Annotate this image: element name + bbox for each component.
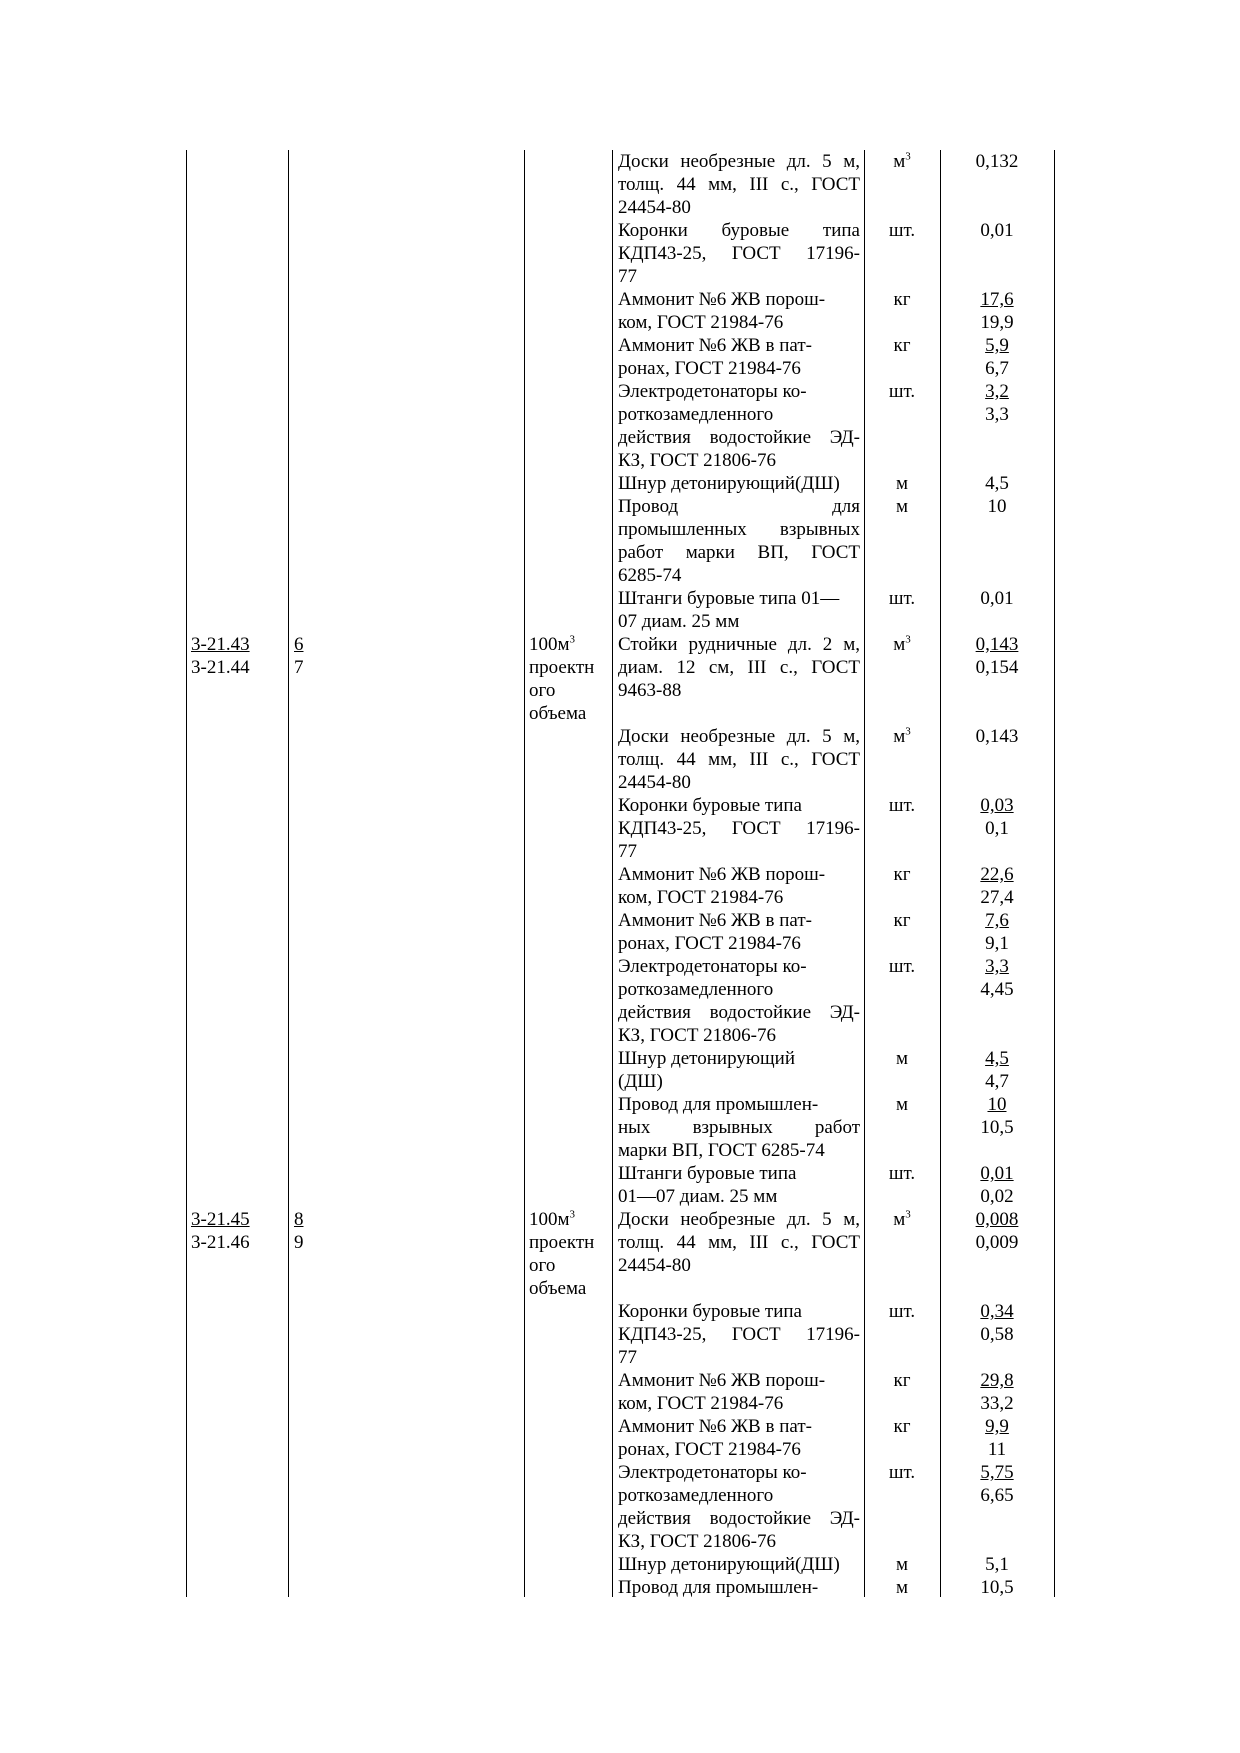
- resource-value: [942, 1162, 1052, 1185]
- item-code: 3-21.46: [191, 1232, 250, 1253]
- table-line: [186, 978, 1055, 1001]
- resource-name: КЗ, ГОСТ 21806-76: [618, 1531, 777, 1552]
- resource-value: [942, 1231, 1052, 1254]
- resource-unit: шт.: [888, 1163, 916, 1184]
- item-number: 6: [294, 634, 304, 655]
- resource-name: КДП43-25, ГОСТ 17196-: [618, 1324, 860, 1345]
- resource-value: [942, 219, 1052, 242]
- resource-value: [942, 403, 1052, 426]
- resource-value: [942, 656, 1052, 679]
- value-text: 10,5: [980, 1117, 1014, 1138]
- resource-value: [942, 334, 1052, 357]
- superscript: 3: [569, 1208, 576, 1221]
- value-text: 4,5: [985, 473, 1009, 494]
- value-text: 0,154: [975, 657, 1019, 678]
- resource-unit: шт.: [888, 220, 916, 241]
- resource-value: [942, 955, 1052, 978]
- value-text: 0,132: [975, 151, 1019, 172]
- value-text: 33,2: [980, 1393, 1014, 1414]
- table-line: [186, 1047, 1055, 1070]
- resource-unit: шт.: [888, 588, 916, 609]
- resource-unit: $м^3$: [893, 150, 911, 172]
- value-text: 4,45: [980, 979, 1014, 1000]
- value-text: 5,75: [980, 1462, 1014, 1483]
- value-text: 5,1: [985, 1554, 1009, 1575]
- measure-unit: объема: [529, 1278, 587, 1299]
- resource-name: Шнур детонирующий: [618, 1048, 795, 1069]
- table-line: [186, 150, 1055, 173]
- superscript: 3: [905, 150, 911, 163]
- value-text: 10: [987, 496, 1007, 517]
- table-line: [186, 495, 1055, 518]
- resource-value: [942, 1300, 1052, 1323]
- resource-name: Аммонит №6 ЖВ порош-: [618, 289, 826, 310]
- value-text: 0,01: [980, 588, 1014, 609]
- value-text: 6,65: [980, 1485, 1014, 1506]
- value-text: 0,58: [980, 1324, 1014, 1345]
- resource-name: Электродетонаторы ко-: [618, 381, 807, 402]
- resource-value: [942, 1576, 1052, 1599]
- resource-name: Электродетонаторы ко-: [618, 956, 807, 977]
- resource-name: Штанги буровые типа: [618, 1163, 797, 1184]
- resource-value: [942, 817, 1052, 840]
- table-line: [186, 1300, 1055, 1323]
- resource-name: 24454-80: [618, 772, 691, 793]
- value-text: 9,1: [985, 933, 1009, 954]
- resource-name: роткозамедленного: [618, 404, 774, 425]
- table-line: [186, 1507, 1055, 1530]
- value-text: 0,02: [980, 1186, 1014, 1207]
- resource-value: [942, 886, 1052, 909]
- resource-name: Аммонит №6 ЖВ в пат-: [618, 335, 812, 356]
- table-line: [186, 817, 1055, 840]
- resource-name: Аммонит №6 ЖВ в пат-: [618, 910, 812, 931]
- table-line: [186, 518, 1055, 541]
- table-line: [186, 1139, 1055, 1162]
- table-line: [186, 1438, 1055, 1461]
- value-text: 0,009: [975, 1232, 1019, 1253]
- item-number: 9: [294, 1232, 304, 1253]
- table-line: [186, 426, 1055, 449]
- superscript: 3: [905, 725, 911, 738]
- table-line: [186, 1093, 1055, 1116]
- item-code: 3-21.45: [191, 1209, 250, 1230]
- resource-value: [942, 1070, 1052, 1093]
- resource-value: [942, 863, 1052, 886]
- resource-name: Стойки рудничные дл. 2 м,: [618, 634, 860, 655]
- value-text: 10: [987, 1094, 1007, 1115]
- table-line: [186, 587, 1055, 610]
- resource-name: Провод для: [618, 496, 860, 517]
- table-line: [186, 1346, 1055, 1369]
- table-line: [186, 265, 1055, 288]
- resource-name: 07 диам. 25 мм: [618, 611, 740, 632]
- table-line: [186, 656, 1055, 679]
- table-line: [186, 357, 1055, 380]
- value-text: 22,6: [980, 864, 1014, 885]
- resource-name: КДП43-25, ГОСТ 17196-: [618, 243, 860, 264]
- table-line: [186, 679, 1055, 702]
- resource-name: роткозамедленного: [618, 979, 774, 1000]
- table-line: [186, 863, 1055, 886]
- resource-name: ком, ГОСТ 21984-76: [618, 1393, 784, 1414]
- item-code: 3-21.43: [191, 634, 250, 655]
- measure-unit: проектн: [529, 1232, 595, 1253]
- resource-unit: м: [895, 1094, 909, 1115]
- resource-value: [942, 1047, 1052, 1070]
- resource-name: Шнур детонирующий(ДШ): [618, 1554, 840, 1575]
- resource-unit: кг: [893, 289, 911, 310]
- measure-unit: $100м^3$: [529, 1208, 576, 1230]
- resource-value: [942, 1208, 1052, 1231]
- resource-value: [942, 932, 1052, 955]
- measure-unit: ого: [529, 1255, 556, 1276]
- table-line: [186, 403, 1055, 426]
- value-text: 6,7: [985, 358, 1009, 379]
- table-line: [186, 1415, 1055, 1438]
- table-line: [186, 1116, 1055, 1139]
- resource-value: [942, 1415, 1052, 1438]
- table-line: [186, 955, 1055, 978]
- measure-unit: проектн: [529, 657, 595, 678]
- resource-value: [942, 1323, 1052, 1346]
- table-line: [186, 1024, 1055, 1047]
- table-line: [186, 1369, 1055, 1392]
- resource-name: 24454-80: [618, 1255, 691, 1276]
- resource-name: работ марки ВП, ГОСТ: [618, 542, 860, 563]
- value-text: 3,3: [985, 956, 1009, 977]
- resource-value: [942, 357, 1052, 380]
- resource-value: [942, 1185, 1052, 1208]
- table-line: [186, 564, 1055, 587]
- resource-name: Провод для промышлен-: [618, 1094, 819, 1115]
- table-line: [186, 380, 1055, 403]
- resource-unit: шт.: [888, 795, 916, 816]
- value-text: 19,9: [980, 312, 1014, 333]
- table-line: [186, 932, 1055, 955]
- table-line: [186, 288, 1055, 311]
- resource-name: действия водостойкие ЭД-: [618, 427, 860, 448]
- resource-name: Коронки буровые типа: [618, 795, 802, 816]
- value-text: 0,01: [980, 220, 1014, 241]
- superscript: 3: [905, 1208, 911, 1221]
- resource-name: марки ВП, ГОСТ 6285-74: [618, 1140, 825, 1161]
- resource-name: ронах, ГОСТ 21984-76: [618, 1439, 801, 1460]
- resource-unit: м: [895, 496, 909, 517]
- table-line: [186, 242, 1055, 265]
- resource-value: [942, 495, 1052, 518]
- table-line: [186, 633, 1055, 656]
- resource-name: Аммонит №6 ЖВ порош-: [618, 1370, 826, 1391]
- resource-name: 77: [618, 841, 637, 862]
- resource-value: [942, 633, 1052, 656]
- table-line: [186, 1185, 1055, 1208]
- table-line: [186, 1323, 1055, 1346]
- resource-name: толщ. 44 мм, III с., ГОСТ: [618, 1232, 860, 1253]
- value-text: 0,34: [980, 1301, 1014, 1322]
- resource-unit: $м^3$: [893, 633, 911, 655]
- resource-value: [942, 1392, 1052, 1415]
- value-text: 27,4: [980, 887, 1014, 908]
- item-number: 7: [294, 657, 304, 678]
- resource-unit: кг: [893, 864, 911, 885]
- resource-name: 24454-80: [618, 197, 691, 218]
- resource-name: 77: [618, 1347, 637, 1368]
- table-line: [186, 1001, 1055, 1024]
- resource-value: [942, 380, 1052, 403]
- value-text: 4,7: [985, 1071, 1009, 1092]
- table-line: [186, 472, 1055, 495]
- resource-unit: м: [895, 473, 909, 494]
- table-line: [186, 1576, 1055, 1599]
- resource-name: толщ. 44 мм, III с., ГОСТ: [618, 174, 860, 195]
- resource-value: [942, 978, 1052, 1001]
- resource-name: 9463-88: [618, 680, 682, 701]
- resource-value: [942, 1093, 1052, 1116]
- value-text: 7,6: [985, 910, 1009, 931]
- table-line: [186, 1484, 1055, 1507]
- resource-name: ных взрывных работ: [618, 1117, 860, 1138]
- value-text: 0,008: [975, 1209, 1019, 1230]
- measure-unit: объема: [529, 703, 587, 724]
- table-line: [186, 196, 1055, 219]
- resource-value: [942, 1438, 1052, 1461]
- resource-name: Коронки буровые типа: [618, 1301, 802, 1322]
- table-line: [186, 702, 1055, 725]
- resource-value: [942, 587, 1052, 610]
- superscript: 3: [905, 633, 911, 646]
- resource-value: [942, 794, 1052, 817]
- resource-name: Доски необрезные дл. 5 м,: [618, 1209, 860, 1230]
- value-text: 3,2: [985, 381, 1009, 402]
- item-number: 8: [294, 1209, 304, 1230]
- table-line: [186, 1208, 1055, 1231]
- resource-value: [942, 1553, 1052, 1576]
- resource-value: [942, 288, 1052, 311]
- value-text: 0,03: [980, 795, 1014, 816]
- resource-name: Доски необрезные дл. 5 м,: [618, 726, 860, 747]
- resource-unit: $м^3$: [893, 725, 911, 747]
- resource-name: диам. 12 см, III с., ГОСТ: [618, 657, 860, 678]
- value-text: 3,3: [985, 404, 1009, 425]
- resource-unit: м: [895, 1577, 909, 1598]
- resource-name: ком, ГОСТ 21984-76: [618, 887, 784, 908]
- value-text: 9,9: [985, 1416, 1009, 1437]
- table-line: [186, 909, 1055, 932]
- value-text: 11: [987, 1439, 1007, 1460]
- table-line: [186, 1461, 1055, 1484]
- resource-name: КЗ, ГОСТ 21806-76: [618, 1025, 777, 1046]
- resource-name: ком, ГОСТ 21984-76: [618, 312, 784, 333]
- resource-unit: кг: [893, 910, 911, 931]
- table-line: [186, 748, 1055, 771]
- resource-name: Штанги буровые типа 01—: [618, 588, 840, 609]
- resource-unit: кг: [893, 1416, 911, 1437]
- resource-unit: м: [895, 1048, 909, 1069]
- table-line: [186, 541, 1055, 564]
- measure-unit: ого: [529, 680, 556, 701]
- resource-unit: кг: [893, 335, 911, 356]
- resource-value: [942, 1369, 1052, 1392]
- resource-name: Доски необрезные дл. 5 м,: [618, 151, 860, 172]
- table-line: [186, 794, 1055, 817]
- resource-name: Шнур детонирующий(ДШ): [618, 473, 840, 494]
- resource-name: действия водостойкие ЭД-: [618, 1508, 860, 1529]
- value-text: 0,143: [975, 634, 1019, 655]
- table-line: [186, 771, 1055, 794]
- resource-name: КДП43-25, ГОСТ 17196-: [618, 818, 860, 839]
- resource-value: [942, 472, 1052, 495]
- resource-name: действия водостойкие ЭД-: [618, 1002, 860, 1023]
- resource-name: КЗ, ГОСТ 21806-76: [618, 450, 777, 471]
- resource-value: [942, 725, 1052, 748]
- norms-table: [186, 150, 1055, 1597]
- resource-name: 6285-74: [618, 565, 682, 586]
- resource-name: ронах, ГОСТ 21984-76: [618, 358, 801, 379]
- table-line: [186, 886, 1055, 909]
- resource-name: (ДШ): [618, 1071, 663, 1092]
- resource-name: Коронки буровые типа: [618, 220, 860, 241]
- table-line: [186, 1553, 1055, 1576]
- resource-name: Электродетонаторы ко-: [618, 1462, 807, 1483]
- resource-unit: шт.: [888, 956, 916, 977]
- resource-value: [942, 1116, 1052, 1139]
- resource-unit: $м^3$: [893, 1208, 911, 1230]
- table-line: [186, 1231, 1055, 1254]
- table-line: [186, 840, 1055, 863]
- table-line: [186, 311, 1055, 334]
- table-line: [186, 725, 1055, 748]
- resource-value: [942, 1461, 1052, 1484]
- table-line: [186, 1277, 1055, 1300]
- table-line: [186, 1392, 1055, 1415]
- table-line: [186, 1070, 1055, 1093]
- resource-unit: шт.: [888, 1301, 916, 1322]
- resource-name: Аммонит №6 ЖВ в пат-: [618, 1416, 812, 1437]
- table-line: [186, 1254, 1055, 1277]
- resource-name: Аммонит №6 ЖВ порош-: [618, 864, 826, 885]
- resource-name: 77: [618, 266, 637, 287]
- table-line: [186, 610, 1055, 633]
- resource-name: ронах, ГОСТ 21984-76: [618, 933, 801, 954]
- table-line: [186, 173, 1055, 196]
- value-text: 4,5: [985, 1048, 1009, 1069]
- measure-unit: $100м^3$: [529, 633, 576, 655]
- value-text: 0,1: [985, 818, 1009, 839]
- value-text: 29,8: [980, 1370, 1014, 1391]
- resource-name: Провод для промышлен-: [618, 1577, 819, 1598]
- resource-unit: шт.: [888, 381, 916, 402]
- value-text: 10,5: [980, 1577, 1014, 1598]
- table-line: [186, 334, 1055, 357]
- value-text: 0,143: [975, 726, 1019, 747]
- resource-name: 01—07 диам. 25 мм: [618, 1186, 778, 1207]
- resource-name: толщ. 44 мм, III с., ГОСТ: [618, 749, 860, 770]
- item-code: 3-21.44: [191, 657, 250, 678]
- table-line: [186, 1162, 1055, 1185]
- superscript: 3: [569, 633, 576, 646]
- table-line: [186, 219, 1055, 242]
- table-line: [186, 1530, 1055, 1553]
- resource-name: промышленных взрывных: [618, 519, 860, 540]
- table-line: [186, 449, 1055, 472]
- resource-unit: кг: [893, 1370, 911, 1391]
- resource-value: [942, 311, 1052, 334]
- value-text: 0,01: [980, 1163, 1014, 1184]
- resource-name: роткозамедленного: [618, 1485, 774, 1506]
- resource-value: [942, 909, 1052, 932]
- resource-unit: м: [895, 1554, 909, 1575]
- value-text: 5,9: [985, 335, 1009, 356]
- value-text: 17,6: [980, 289, 1014, 310]
- resource-value: [942, 1484, 1052, 1507]
- resource-unit: шт.: [888, 1462, 916, 1483]
- resource-value: [942, 150, 1052, 173]
